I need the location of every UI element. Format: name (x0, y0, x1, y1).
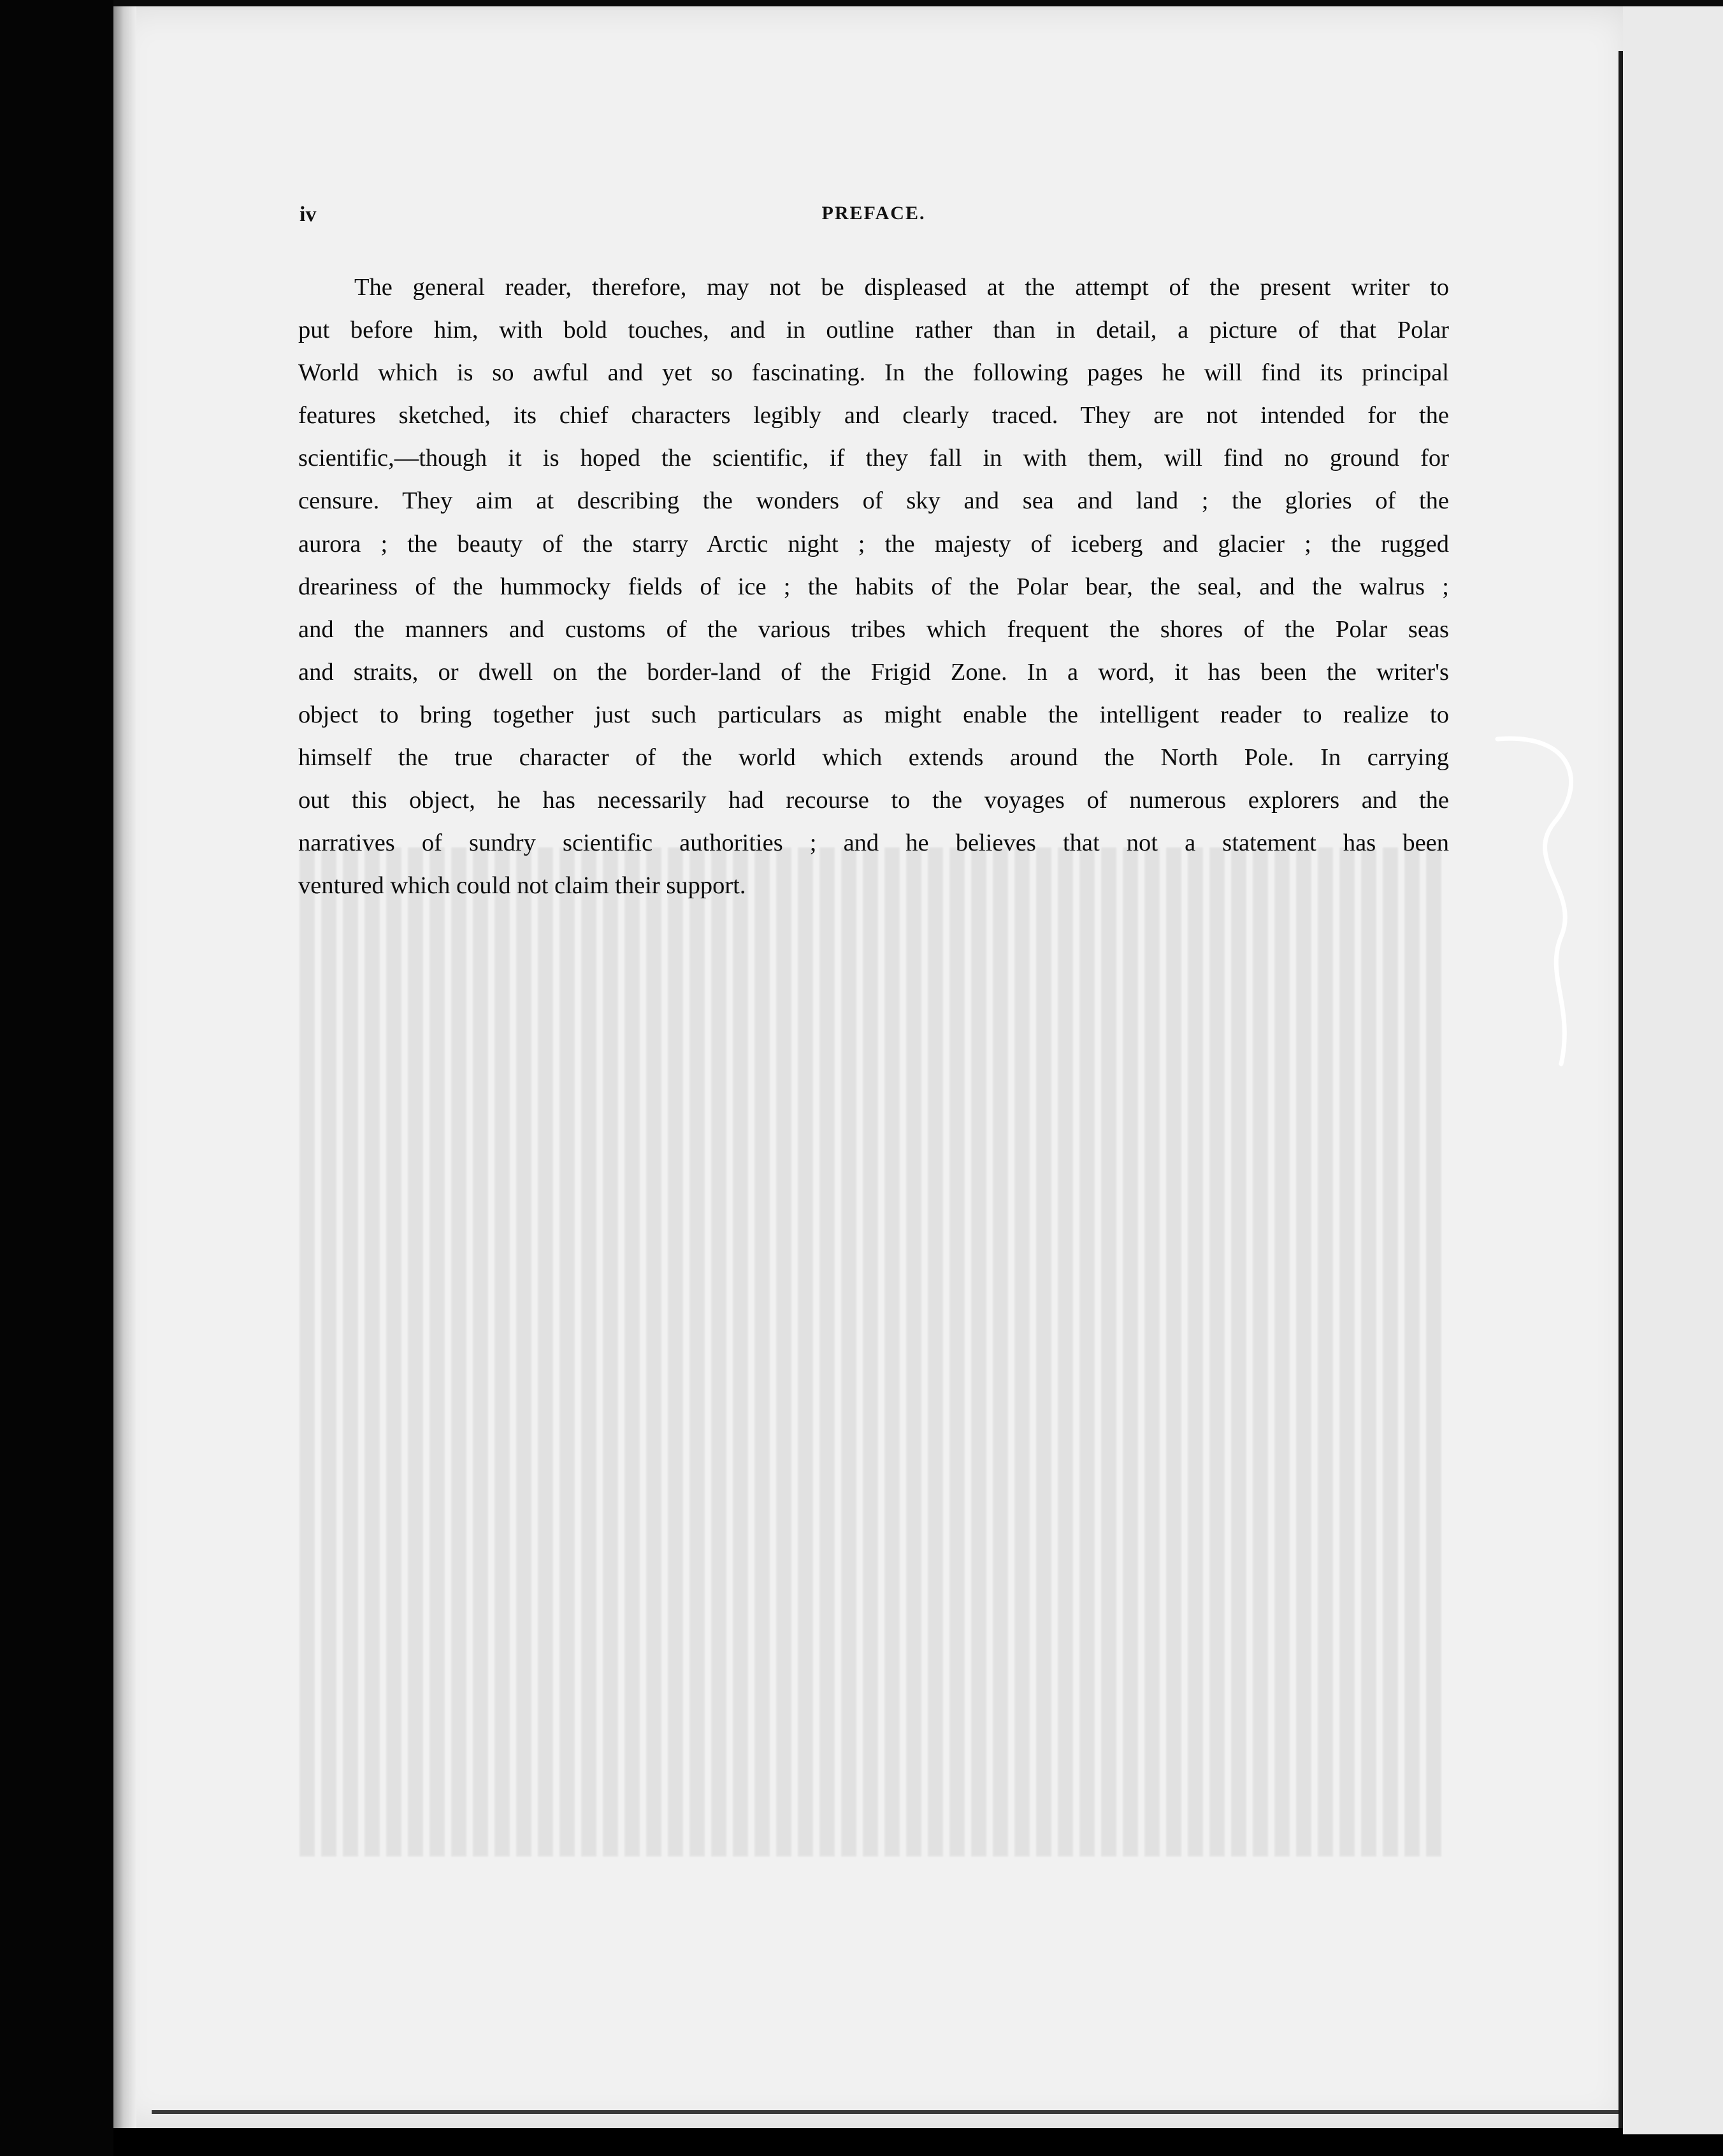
text-line: ventured which could not claim their support. (298, 872, 746, 900)
text-line: narratives of sundry scientific authorities ; and he believes that not a statement has been (298, 830, 1449, 857)
page-bottom-edge (152, 2110, 1631, 2114)
text-line: World which is so awful and yet so fascinating. In the following pages he will find its principal (298, 359, 1449, 387)
text-line: and the manners and customs of the various tribes which frequent the shores of the Polar seas (298, 615, 1449, 643)
text-line: scientific,—though it is hoped the scientific, if they fall in with them, will find no ground for (298, 445, 1449, 472)
text-line: dreariness of the hummocky fields of ice ; the habits of the Polar bear, the seal, and the walrus ; (298, 573, 1449, 600)
text-line: aurora ; the beauty of the starry Arctic night ; the majesty of iceberg and glacier ; the rugged (298, 530, 1449, 557)
text-line: himself the true character of the world which extends around the North Pole. In carrying (298, 744, 1449, 772)
bleed-through-text (299, 847, 1446, 1857)
text-line: censure. They aim at describing the wonders of sky and sea and land ; the glories of the (298, 487, 1449, 515)
text-line: The general reader, therefore, may not be displeased at the attempt of the present writer to (354, 274, 1449, 301)
text-line: and straits, or dwell on the border-land of the Frigid Zone. In a word, it has been the writer's (298, 658, 1449, 686)
running-head (299, 203, 1448, 238)
page-binding-edge (113, 6, 136, 2128)
scan-left-margin (0, 0, 113, 2156)
scan-artifact-curl (1485, 726, 1593, 1070)
text-line: features sketched, its chief characters legibly and clearly traced. They are not intended for the (298, 402, 1449, 429)
preface-paragraph (298, 266, 1449, 907)
page-title: PREFACE. (821, 203, 926, 224)
page-number: iv (299, 203, 317, 226)
text-line: put before him, with bold touches, and in outline rather than in detail, a picture of that Polar (298, 317, 1449, 344)
text-line: out this object, he has necessarily had recourse to the voyages of numerous explorers and the (298, 787, 1449, 814)
gutter-line (1618, 51, 1623, 2128)
text-line: object to bring together just such particulars as might enable the intelligent reader to realize to (298, 701, 1449, 728)
facing-page-edge (1623, 6, 1723, 2134)
